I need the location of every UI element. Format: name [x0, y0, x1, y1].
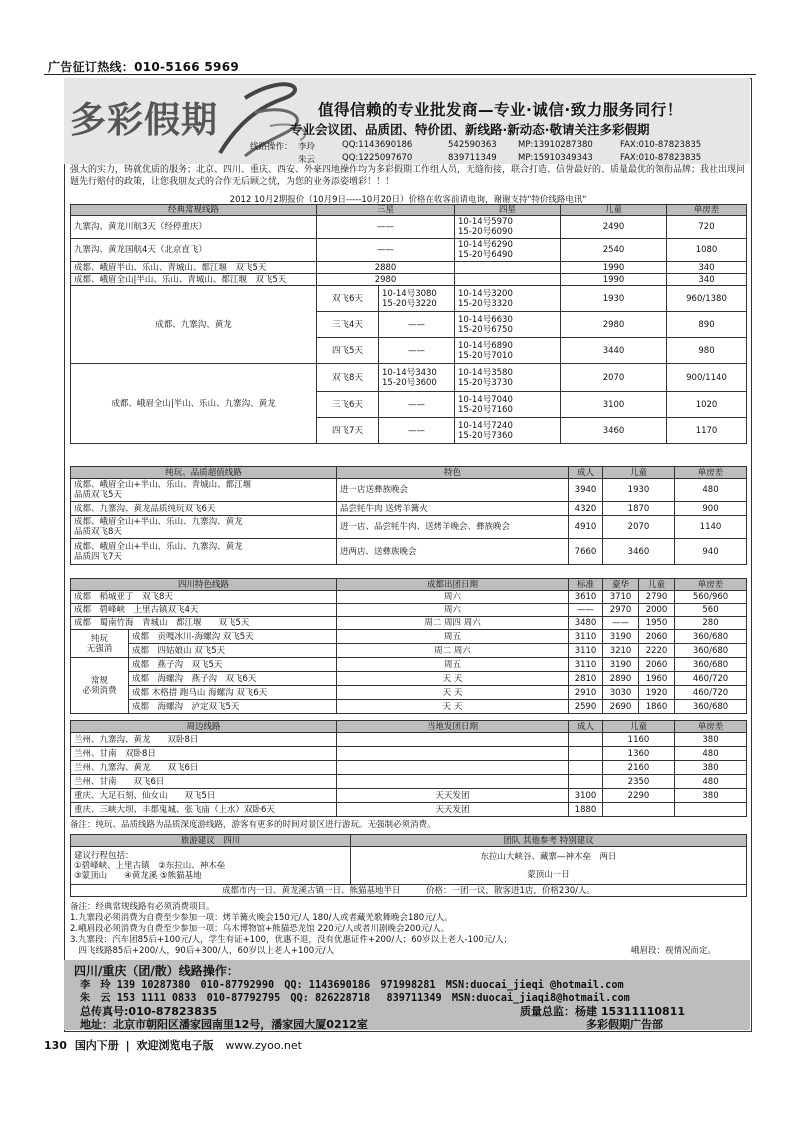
adult-cell: [569, 747, 603, 761]
operator-mp: MP:15910349343: [518, 153, 593, 163]
ad-hotline: 广告征订热线：010-5166 5969: [48, 60, 240, 74]
date-cell: 周六: [337, 604, 569, 617]
single-cell: 280: [675, 617, 747, 630]
four-star-cell: 10-14号6290 15-20号6490: [455, 239, 561, 262]
single-cell: 380: [675, 789, 747, 803]
intro-text: 强大的实力，铸就优质的服务；北京、四川、重庆、西安、外豪四地操作均为多彩假期工作组人员，无缝衔接，联合打造、信誉最好的、质量最优的领衔品牌；我社出现问题先行赔付的政策，让您我朋友式的合作无后顾之忧，为您的业务添姿增彩！！！: [70, 165, 746, 187]
header-route: 经典常规线路: [71, 205, 317, 216]
single-cell: 1140: [675, 516, 747, 539]
child-cell: 3460: [603, 539, 675, 565]
luxury-cell: ——: [603, 617, 639, 630]
three-star-cell: ——: [379, 418, 455, 444]
page-footer: 130 国内下册 | 欢迎浏览电子版 www.zyoo.net: [44, 1039, 302, 1052]
table-row: [71, 286, 747, 312]
single-cell: 560/960: [675, 591, 747, 604]
child-cell: 2290: [603, 789, 675, 803]
route-cell: 成都、峨眉全山+半山、乐山、九寨沟、黄龙 品质双飞8天: [71, 516, 337, 539]
feature-cell: 进一店送彝族晚会: [337, 479, 569, 502]
child-cell: 1990: [561, 262, 667, 274]
header-date: 成都出团日期: [337, 579, 569, 591]
date-cell: 天 天: [337, 672, 569, 686]
contact-line-2: 朱 云 153 1111 0833 010-87792795 QQ: 826228718 839711349 MSN:duocai_jiaqi8@hotmail.com: [80, 993, 630, 1004]
luxury-cell: 3190: [603, 630, 639, 644]
contact-line-1: 李 玲 139 10287380 010-87792990 QQ: 1143690186 971998281 MSN:duocai_jieqi @hotmail.com: [80, 980, 624, 991]
header-feature: 特色: [337, 467, 569, 479]
three-star-cell: 10-14号3430 15-20号3600: [379, 364, 455, 392]
child-cell: 2220: [639, 644, 675, 658]
standard-cell: 3610: [569, 591, 603, 604]
table-row: [71, 364, 747, 392]
child-cell: 1990: [561, 274, 667, 286]
luxury-cell: 3710: [603, 591, 639, 604]
luxury-cell: 3210: [603, 644, 639, 658]
single-cell: 460/720: [675, 686, 747, 700]
operator-mp: MP:13910287380: [518, 140, 593, 150]
table-row: [71, 733, 747, 747]
header-luxury: 豪华: [603, 579, 639, 591]
child-cell: 2000: [639, 604, 675, 617]
feature-cell: 品尝牦牛肉 送烤羊篝火: [337, 502, 569, 516]
date-cell: [337, 733, 569, 747]
logo-wordmark: 多彩假期: [70, 99, 219, 141]
single-cell: 340: [667, 262, 747, 274]
luxury-cell: 2890: [603, 672, 639, 686]
standard-cell: 2910: [569, 686, 603, 700]
standard-cell: 2810: [569, 672, 603, 686]
group-label-pure: 纯玩 无强消: [71, 630, 129, 658]
child-cell: 1930: [603, 479, 675, 502]
three-star-cell: 2980: [317, 274, 455, 286]
date-cell: [337, 775, 569, 789]
header-child: 儿童: [603, 467, 675, 479]
special-suggestion: 东拉山大峡谷、藏寨—神木垒 两日 蒙顶山一日: [351, 847, 747, 885]
header-child: 儿童: [639, 579, 675, 591]
table-row: [71, 502, 747, 516]
date-cell: 天天发团: [337, 803, 569, 817]
table-row: [71, 672, 747, 686]
table-row: [71, 775, 747, 789]
mode-cell: 双飞8天: [317, 364, 379, 392]
four-star-cell: 10-14号5970 15-20号6090: [455, 216, 561, 239]
single-cell: 480: [675, 479, 747, 502]
table-row: [71, 847, 747, 885]
single-cell: 380: [675, 761, 747, 775]
route-cell: 九寨沟、黄龙国航4天（北京直飞）: [71, 239, 317, 262]
single-cell: 340: [667, 274, 747, 286]
single-cell: 380: [675, 733, 747, 747]
table-row: [71, 630, 747, 644]
three-star-cell: ——: [379, 392, 455, 418]
route-group-cell: 成都、九寨沟、黄龙: [71, 286, 317, 364]
child-cell: 1360: [603, 747, 675, 761]
remarks-emei: 峨眉段：视情况而定。: [630, 946, 716, 956]
single-cell: 890: [667, 312, 747, 338]
date-cell: 天 天: [337, 686, 569, 700]
route-cell: 成都 四姑娘山 双飞5天: [129, 644, 337, 658]
operator-qq2: 542590363: [448, 140, 497, 150]
route-cell: 成都 木格措 跑马山 海螺沟 双飞6天: [129, 686, 337, 700]
table-row: [71, 216, 747, 239]
adult-cell: 4320: [569, 502, 603, 516]
route-cell: 成都、九寨沟、黄龙品质纯玩双飞6天: [71, 502, 337, 516]
header-adult: 成人: [569, 721, 603, 733]
header-child: 儿童: [561, 205, 667, 216]
travel-suggestion-table: [70, 834, 747, 897]
child-cell: 3440: [561, 338, 667, 364]
operator-qq: QQ:1143690186: [342, 140, 413, 150]
single-cell: 360/680: [675, 630, 747, 644]
adult-cell: [569, 775, 603, 789]
operator-qq2: 839711349: [448, 153, 497, 163]
single-cell: 360/680: [675, 700, 747, 714]
route-cell: 成都 碧峰峡 上里古镇双飞4天: [71, 604, 337, 617]
table-row: [71, 479, 747, 502]
header-adult: 成人: [569, 467, 603, 479]
single-cell: 560: [675, 604, 747, 617]
four-star-cell: 10-14号3580 15-20号3730: [455, 364, 561, 392]
adult-cell: [569, 761, 603, 775]
header-single: 单房差: [675, 579, 747, 591]
route-cell: 成都 稻城亚丁 双飞8天: [71, 591, 337, 604]
date-cell: 周五: [337, 658, 569, 672]
adult-cell: 3100: [569, 789, 603, 803]
sichuan-routes-table: [70, 578, 747, 714]
child-cell: 2540: [561, 239, 667, 262]
section-name: 国内下册: [74, 1039, 119, 1052]
route-cell: 成都 海螺沟 泸定双飞5天: [129, 700, 337, 714]
table-row: [71, 803, 747, 817]
single-cell: 360/680: [675, 658, 747, 672]
four-star-cell: 10-14号7040 15-20号7160: [455, 392, 561, 418]
single-cell: 900/1140: [667, 364, 747, 392]
luxury-cell: 2690: [603, 700, 639, 714]
three-star-cell: ——: [379, 312, 455, 338]
child-cell: 2070: [603, 516, 675, 539]
date-cell: 天 天: [337, 700, 569, 714]
route-cell: 成都 海螺沟 燕子沟 双飞6天: [129, 672, 337, 686]
header-single: 单房差: [675, 721, 747, 733]
surrounding-routes-table: [70, 720, 747, 817]
adult-cell: 1880: [569, 803, 603, 817]
table-row: [71, 789, 747, 803]
quality-supervisor: 质量总监：杨建 15311110811: [520, 1005, 686, 1018]
date-cell: 周二 周六: [337, 644, 569, 658]
price-note: 2012 10月2期报价（10月9日-----10月20日）价格在收客前请电询，谢谢支持"特价线路电讯": [229, 195, 587, 205]
classic-routes-table: [70, 204, 747, 444]
single-cell: 960/1380: [667, 286, 747, 312]
suggestion-list: 建议行程包括： ①碧峰峡、上里古镇 ②东拉山、神木垒 ③蒙顶山 ④黄龙溪 ⑤熊猫基地: [71, 847, 351, 885]
route-cell: 成都、峨眉全山+半山、乐山、九寨沟、黄龙 品质四飞7天: [71, 539, 337, 565]
luxury-cell: 2970: [603, 604, 639, 617]
child-cell: 2350: [603, 775, 675, 789]
single-cell: 480: [675, 775, 747, 789]
route-cell: 重庆、三峡大坝、丰都鬼城、张飞庙（上水）双卧6天: [71, 803, 337, 817]
table-row: [71, 591, 747, 604]
four-star-cell: 10-14号7240 15-20号7360: [455, 418, 561, 444]
header-three-star: 三星: [317, 205, 455, 216]
date-cell: 周六: [337, 591, 569, 604]
premium-routes-table: [70, 466, 747, 565]
city-tour-row: 成都市内一日、黄龙溪古镇一日、熊猫基地半日 价格：一团一议，散客进1店，价格230/人。: [71, 885, 747, 897]
four-star-cell: 10-14号6890 15-20号7010: [455, 338, 561, 364]
four-star-cell: 10-14号3200 15-20号3320: [455, 286, 561, 312]
table-row: [71, 262, 747, 274]
header-suggestion: 旅游建议 四川: [71, 835, 351, 847]
operator-fax: FAX:010-87823835: [620, 140, 702, 150]
group-label-normal: 常规 必须消费: [71, 658, 129, 714]
operator-fax: FAX:010-87823835: [620, 153, 702, 163]
table-row: [71, 885, 747, 897]
route-cell: 成都、峨眉全山|半山、乐山、青城山、都江堰 双飞5天: [71, 274, 317, 286]
table-row: [71, 604, 747, 617]
child-cell: 1870: [603, 502, 675, 516]
operator-name: 李玲: [298, 142, 316, 152]
three-star-cell: ——: [317, 216, 455, 239]
table-row: [71, 539, 747, 565]
mode-cell: 双飞6天: [317, 286, 379, 312]
feature-cell: 进一店、品尝牦牛肉、送烤羊晚会、彝族晚会: [337, 516, 569, 539]
single-cell: [675, 803, 747, 817]
table-row: [71, 658, 747, 672]
note-premium: 备注：纯玩、品质线路为品质深度游线路，游客有更多的时间对景区进行游玩。无强制必须消费。: [70, 820, 436, 830]
child-cell: [603, 803, 675, 817]
remarks-block: 备注：经典常规线路有必须消费项目。 1.九寨段必须消费为自费至少参加一项：烤羊篝火晚会150元/人 180/人或者藏羌歌舞晚会180元/人。 2.峨眉段必须消费为自费至少参加一项：乌木博物馆+熊猫恐龙馆 220元/人或者川剧晚会200元/人。 3.九寨段：汽车团85后+100元/人，学生有证+100，优惠不退，没有优惠证件+200/人；60岁以上老人-100元/人； 四飞线路85后+200/人，90后+300/人，60岁以上老人+100元/人 峨眉段：视情况而定。: [70, 902, 716, 956]
header-single: 单房差: [667, 205, 747, 216]
child-cell: 2490: [561, 216, 667, 239]
standard-cell: 3480: [569, 617, 603, 630]
standard-cell: 3110: [569, 644, 603, 658]
website-link[interactable]: www.zyoo.net: [225, 1039, 302, 1052]
page-number: 130: [44, 1039, 67, 1052]
table-row: [71, 686, 747, 700]
contact-fax: 总传真号:010-87823835: [80, 1005, 218, 1018]
standard-cell: ——: [569, 604, 603, 617]
luxury-cell: 3190: [603, 658, 639, 672]
date-cell: [337, 761, 569, 775]
table-row: [71, 644, 747, 658]
table-row: [71, 274, 747, 286]
route-cell: 兰州、甘南 双飞6日: [71, 775, 337, 789]
standard-cell: 3110: [569, 630, 603, 644]
sub-slogan: 专业会议团、品质团、特价团、新线路·新动态·敬请关注多彩假期: [290, 122, 650, 137]
child-cell: 1920: [639, 686, 675, 700]
child-cell: 1960: [639, 672, 675, 686]
single-cell: 1020: [667, 392, 747, 418]
date-cell: [337, 747, 569, 761]
single-cell: 900: [675, 502, 747, 516]
route-cell: 兰州、九寨沟、黄龙 双卧8日: [71, 733, 337, 747]
mode-cell: 三飞4天: [317, 312, 379, 338]
three-star-cell: ——: [379, 338, 455, 364]
child-cell: 2790: [639, 591, 675, 604]
single-cell: 1170: [667, 418, 747, 444]
header-child: 儿童: [603, 721, 675, 733]
route-group-cell: 成都、峨眉全山|半山、乐山、九寨沟、黄龙: [71, 364, 317, 444]
mode-cell: 四飞5天: [317, 338, 379, 364]
single-cell: 720: [667, 216, 747, 239]
child-cell: 1950: [639, 617, 675, 630]
luxury-cell: 3030: [603, 686, 639, 700]
route-cell: 成都 蜀南竹海 青城山 都江堰 双飞5天: [71, 617, 337, 630]
operator-name: 朱云: [298, 155, 316, 165]
child-cell: 3100: [561, 392, 667, 418]
four-star-cell: 10-14号6630 15-20号6750: [455, 312, 561, 338]
child-cell: 2070: [561, 364, 667, 392]
table-row: [71, 516, 747, 539]
route-cell: 成都 燕子沟 双飞5天: [129, 658, 337, 672]
child-cell: 2060: [639, 658, 675, 672]
operator-label: 线路操作：: [250, 142, 293, 152]
welcome-text: 欢迎浏览电子版: [136, 1039, 214, 1052]
header-four-star: 四星: [455, 205, 561, 216]
route-cell: 九寨沟、黄龙川航3天（经停重庆）: [71, 216, 317, 239]
route-cell: 成都、峨眉全山+半山、乐山、青城山、都江堰 品质双飞5天: [71, 479, 337, 502]
contact-address: 地址：北京市朝阳区潘家园南里12号，潘家园大厦0212室: [80, 1018, 368, 1031]
four-star-cell: [455, 262, 561, 274]
date-cell: 天天发团: [337, 789, 569, 803]
adult-cell: [569, 733, 603, 747]
adult-cell: 7660: [569, 539, 603, 565]
standard-cell: 3110: [569, 658, 603, 672]
adult-cell: 4910: [569, 516, 603, 539]
single-cell: 1080: [667, 239, 747, 262]
route-cell: 兰州、甘南 双卧8日: [71, 747, 337, 761]
header-standard: 标准: [569, 579, 603, 591]
child-cell: 2160: [603, 761, 675, 775]
single-cell: 460/720: [675, 672, 747, 686]
table-row: [71, 761, 747, 775]
operator-qq: QQ:1225097670: [342, 153, 413, 163]
four-star-cell: [455, 274, 561, 286]
feature-cell: 进两店、送彝族晚会: [337, 539, 569, 565]
table-row: [71, 239, 747, 262]
mode-cell: 三飞6天: [317, 392, 379, 418]
three-star-cell: 10-14号3080 15-20号3220: [379, 286, 455, 312]
three-star-cell: 2880: [317, 262, 455, 274]
top-rule: [44, 74, 756, 75]
route-cell: 重庆、大足石刻、仙女山 双飞5日: [71, 789, 337, 803]
table-row: [71, 617, 747, 630]
ad-department: 多彩假期广告部: [586, 1018, 663, 1031]
adult-cell: 3940: [569, 479, 603, 502]
child-cell: 3460: [561, 418, 667, 444]
header-route: 纯玩、品质超值线路: [71, 467, 337, 479]
route-cell: 成都、峨眉半山、乐山、青城山、都江堰 双飞5天: [71, 262, 317, 274]
single-cell: 360/680: [675, 644, 747, 658]
child-cell: 1860: [639, 700, 675, 714]
child-cell: 2060: [639, 630, 675, 644]
slogan: 值得信赖的专业批发商—专业·诚信·致力服务同行！: [318, 101, 683, 119]
header-route: 周边线路: [71, 721, 337, 733]
standard-cell: 2590: [569, 700, 603, 714]
mode-cell: 四飞7天: [317, 418, 379, 444]
header-special: 团队 其他参考 特别建议: [351, 835, 747, 847]
single-cell: 940: [675, 539, 747, 565]
table-row: [71, 747, 747, 761]
header-route: 四川特色线路: [71, 579, 337, 591]
child-cell: 1930: [561, 286, 667, 312]
route-cell: 成都 贡嘎冰川-海螺沟 双飞5天: [129, 630, 337, 644]
date-cell: 周五: [337, 630, 569, 644]
single-cell: 980: [667, 338, 747, 364]
three-star-cell: ——: [317, 239, 455, 262]
child-cell: 1160: [603, 733, 675, 747]
table-row: [71, 700, 747, 714]
child-cell: 2980: [561, 312, 667, 338]
route-cell: 兰州、九寨沟、黄龙 双飞6日: [71, 761, 337, 775]
header-date: 当地发团日期: [337, 721, 569, 733]
contact-title: 四川/重庆（团/散）线路操作：: [74, 964, 239, 978]
date-cell: 周二 周四 周六: [337, 617, 569, 630]
header-single: 单房差: [675, 467, 747, 479]
single-cell: 480: [675, 747, 747, 761]
